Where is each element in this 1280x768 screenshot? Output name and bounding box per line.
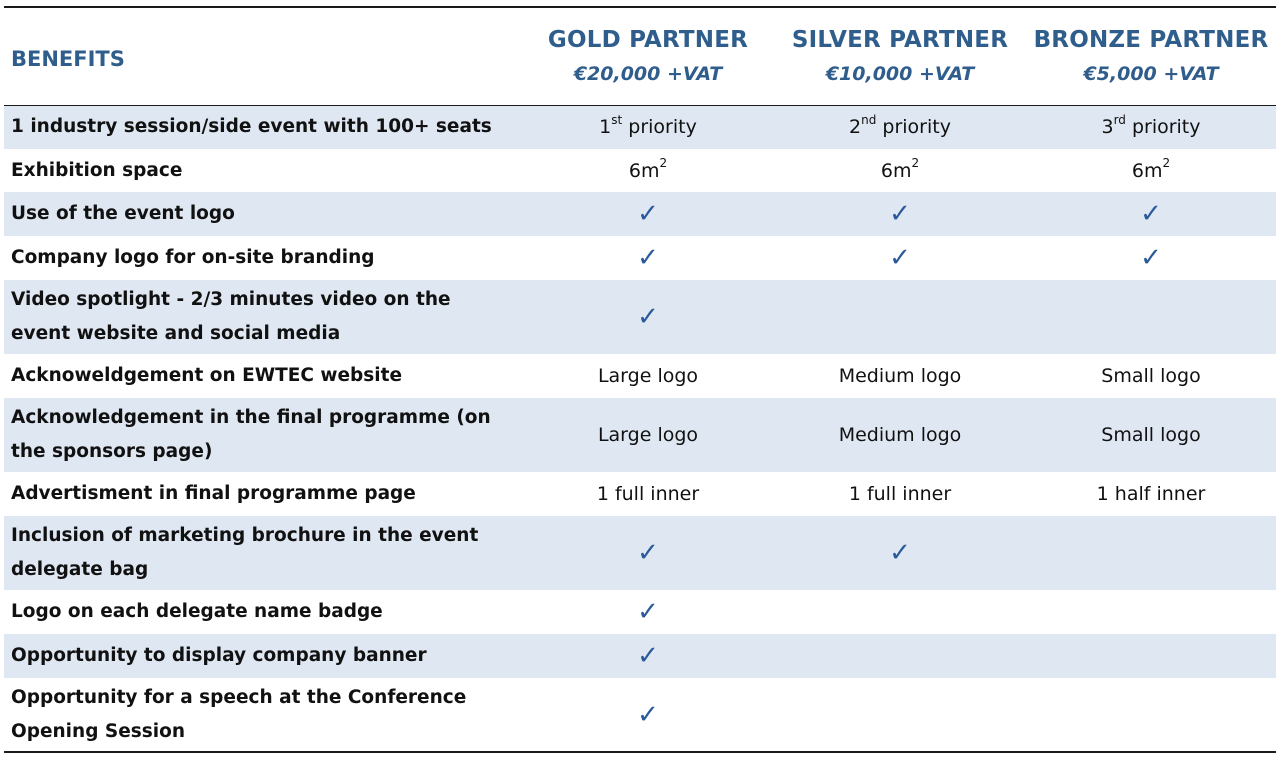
tier-cell bbox=[522, 472, 774, 516]
benefit-label: 1 industry session/side event with 100+ seats bbox=[4, 105, 522, 149]
table-row bbox=[4, 472, 1276, 516]
tier-name: GOLD PARTNER bbox=[547, 27, 749, 54]
tier-cell bbox=[774, 149, 1026, 192]
cell-value: 2 bbox=[849, 116, 862, 139]
check-icon: ✓ bbox=[637, 243, 659, 273]
tier-cell bbox=[774, 236, 1026, 280]
cell-superscript: rd bbox=[1113, 112, 1126, 127]
tier-cell bbox=[774, 516, 1026, 590]
tier-cell bbox=[774, 634, 1026, 678]
benefit-label: Exhibition space bbox=[11, 159, 183, 181]
table-row bbox=[4, 192, 1276, 236]
benefit-label: Opportunity to display company banner bbox=[4, 634, 522, 678]
cell-suffix: priority bbox=[876, 116, 951, 139]
tier-cell bbox=[522, 192, 774, 236]
table-row bbox=[4, 354, 1276, 398]
table-row bbox=[4, 149, 1276, 192]
cell-value: 1 full inner bbox=[596, 483, 700, 505]
cell-value: Small logo bbox=[1101, 424, 1201, 446]
benefit-label: Opportunity for a speech at the Conference Opening Session bbox=[11, 686, 467, 742]
cell-value: Large logo bbox=[597, 424, 699, 446]
benefit-label: Logo on each delegate name badge bbox=[11, 601, 383, 622]
table-row bbox=[4, 280, 1276, 354]
tier-cell bbox=[1026, 192, 1276, 236]
cell-value: Small logo bbox=[1101, 365, 1201, 387]
tier-cell bbox=[1026, 678, 1276, 752]
table-row bbox=[4, 398, 1276, 472]
table-row bbox=[4, 105, 1276, 149]
cell-value: Medium logo bbox=[838, 365, 962, 387]
cell-superscript: 2 bbox=[911, 156, 920, 171]
tier-cell bbox=[1026, 590, 1276, 634]
check-icon: ✓ bbox=[1140, 199, 1162, 229]
tier-cell bbox=[1026, 236, 1276, 280]
tier-cell bbox=[522, 398, 774, 472]
tier-cell bbox=[522, 280, 774, 354]
tier-cell bbox=[522, 149, 774, 192]
tier-cell bbox=[522, 105, 774, 149]
tier-price: €5,000 +VAT bbox=[1083, 63, 1219, 86]
benefits-heading: BENEFITS bbox=[4, 7, 522, 105]
benefit-label: Acknoweldgement on EWTEC website bbox=[11, 365, 403, 386]
check-icon: ✓ bbox=[637, 199, 659, 229]
cell-value: 6m bbox=[628, 159, 660, 182]
cell-suffix: priority bbox=[622, 116, 697, 139]
benefit-label: Use of the event logo bbox=[4, 192, 522, 236]
tier-price: €20,000 +VAT bbox=[573, 63, 723, 86]
table-body bbox=[4, 105, 1276, 752]
cell-value: 3 bbox=[1101, 116, 1114, 139]
tier-cell bbox=[522, 678, 774, 752]
cell-superscript: st bbox=[611, 112, 623, 127]
silver-partner-heading bbox=[774, 7, 1026, 105]
cell-value: 1 bbox=[599, 116, 612, 139]
check-icon: ✓ bbox=[1140, 243, 1162, 273]
tier-price: €10,000 +VAT bbox=[825, 63, 975, 86]
bronze-partner-heading bbox=[1026, 7, 1276, 105]
tier-cell bbox=[1026, 354, 1276, 398]
tier-cell bbox=[774, 678, 1026, 752]
tier-cell bbox=[774, 472, 1026, 516]
benefit-label: Company logo for on-site branding bbox=[11, 247, 375, 268]
tier-cell bbox=[1026, 634, 1276, 678]
tier-cell bbox=[774, 192, 1026, 236]
header-row bbox=[4, 7, 1276, 105]
check-icon: ✓ bbox=[637, 699, 659, 730]
tier-cell bbox=[1026, 472, 1276, 516]
tier-cell bbox=[522, 236, 774, 280]
tier-cell bbox=[1026, 149, 1276, 192]
cell-value: 1 full inner bbox=[848, 483, 952, 505]
tier-cell bbox=[1026, 516, 1276, 590]
check-icon: ✓ bbox=[637, 538, 659, 568]
cell-value: Medium logo bbox=[838, 424, 962, 446]
tier-cell bbox=[774, 354, 1026, 398]
cell-value: 6m bbox=[880, 159, 912, 182]
cell-superscript: 2 bbox=[1162, 156, 1171, 171]
cell-value: 6m bbox=[1131, 159, 1163, 182]
tier-name: BRONZE PARTNER bbox=[1033, 27, 1269, 54]
tier-cell bbox=[774, 105, 1026, 149]
check-icon: ✓ bbox=[637, 302, 659, 332]
tier-cell bbox=[522, 516, 774, 590]
tier-cell bbox=[522, 590, 774, 634]
tier-cell bbox=[1026, 398, 1276, 472]
cell-superscript: 2 bbox=[659, 156, 668, 171]
cell-suffix: priority bbox=[1125, 116, 1201, 139]
tier-cell bbox=[522, 634, 774, 678]
table-row bbox=[4, 236, 1276, 280]
check-icon: ✓ bbox=[889, 538, 911, 568]
table-header bbox=[4, 7, 1276, 105]
check-icon: ✓ bbox=[889, 199, 911, 229]
table-row bbox=[4, 678, 1276, 752]
check-icon: ✓ bbox=[637, 597, 659, 627]
gold-partner-heading bbox=[522, 7, 774, 105]
tier-cell bbox=[1026, 105, 1276, 149]
cell-superscript: nd bbox=[861, 112, 877, 127]
tier-name: SILVER PARTNER bbox=[791, 27, 1009, 54]
check-icon: ✓ bbox=[889, 243, 911, 273]
tier-cell bbox=[774, 398, 1026, 472]
benefit-label: Video spotlight - 2/3 minutes video on the event website and social media bbox=[4, 280, 522, 354]
table-row bbox=[4, 590, 1276, 634]
cell-value: 1 half inner bbox=[1096, 483, 1206, 505]
tier-cell bbox=[522, 354, 774, 398]
cell-value: Large logo bbox=[597, 365, 699, 387]
benefits-table bbox=[4, 6, 1276, 753]
table-row bbox=[4, 516, 1276, 590]
tier-cell bbox=[774, 280, 1026, 354]
tier-cell bbox=[774, 590, 1026, 634]
benefit-label: Acknowledgement in the final programme (on the sponsors page) bbox=[4, 398, 522, 472]
tier-cell bbox=[1026, 280, 1276, 354]
benefit-label: Inclusion of marketing brochure in the event delegate bag bbox=[4, 516, 522, 590]
check-icon: ✓ bbox=[637, 641, 659, 671]
table-row bbox=[4, 634, 1276, 678]
benefit-label: Advertisment in final programme page bbox=[11, 483, 416, 504]
